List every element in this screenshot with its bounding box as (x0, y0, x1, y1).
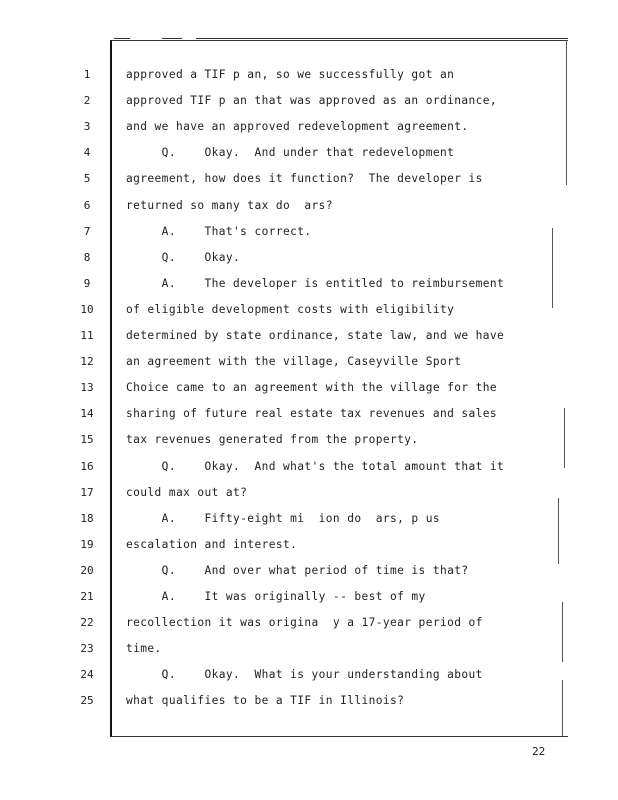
line-text: Q. Okay. (126, 250, 241, 264)
transcript-line (0, 407, 618, 433)
transcript-line (0, 303, 618, 329)
transcript-line (0, 590, 618, 616)
line-text: escalation and interest. (126, 537, 298, 551)
line-text: of eligible development costs with eligibility (126, 302, 455, 316)
line-number: 6 (83, 198, 91, 212)
line-number: 12 (80, 355, 94, 369)
top-mark (114, 38, 130, 39)
line-number: 24 (80, 668, 94, 682)
transcript-line (0, 668, 618, 694)
line-number: 21 (80, 590, 94, 603)
transcript-line (0, 94, 618, 120)
line-number: 15 (80, 433, 94, 447)
transcript-line (0, 433, 618, 459)
line-text: recollection it was origina y a 17-year period of (126, 616, 483, 630)
transcript-line (0, 642, 618, 668)
transcript-line (0, 381, 618, 407)
line-number: 2 (83, 94, 91, 108)
line-number: 18 (80, 511, 94, 525)
line-number: 10 (80, 302, 94, 316)
line-text: returned so many tax do ars? (126, 198, 333, 212)
line-text: and we have an approved redevelopment agreement. (126, 120, 469, 134)
line-text: Q. Okay. What is your understanding about (126, 668, 483, 682)
transcript-line (0, 199, 618, 225)
line-number: 9 (83, 276, 91, 290)
line-text: A. That's correct. (126, 224, 312, 238)
line-text: determined by state ordinance, state law, and we have (126, 329, 505, 342)
line-text: A. Fifty-eight mi ion do ars, p us (126, 511, 440, 525)
line-text: Q. Okay. And under that redevelopment (126, 146, 455, 160)
transcript-line (0, 120, 618, 146)
transcript-line (0, 172, 618, 198)
transcript-line (0, 251, 618, 277)
transcript-line (0, 146, 618, 172)
transcript-line (0, 486, 618, 512)
line-number: 3 (83, 120, 91, 134)
line-text: Q. Okay. And what's the total amount that it (126, 459, 505, 473)
transcript-line (0, 225, 618, 251)
line-text: what qualifies to be a TIF in Illinois? (126, 694, 405, 708)
line-number: 11 (80, 329, 94, 342)
transcript-line (0, 460, 618, 486)
line-number: 22 (80, 616, 94, 630)
transcript-line (0, 68, 618, 94)
line-number: 14 (80, 407, 94, 421)
line-number: 7 (83, 224, 91, 238)
line-text: tax revenues generated from the property. (126, 433, 419, 447)
line-number: 4 (83, 146, 91, 160)
transcript-line (0, 538, 618, 564)
transcript-line (0, 694, 618, 720)
line-text: approved TIF p an that was approved as an ordinance, (126, 94, 498, 108)
line-text: agreement, how does it function? The developer is (126, 172, 483, 186)
transcript-line (0, 512, 618, 538)
line-text: an agreement with the village, Caseyville Sport (126, 355, 462, 369)
page-number: 22 (532, 745, 546, 758)
line-number: 16 (80, 459, 94, 473)
top-mark (162, 38, 182, 39)
line-text: could max out at? (126, 485, 248, 499)
line-number: 23 (80, 642, 94, 656)
line-number: 5 (83, 172, 91, 186)
line-number: 17 (80, 485, 94, 499)
line-number: 20 (80, 563, 94, 577)
line-text: approved a TIF p an, so we successfully got an (126, 68, 455, 81)
line-number: 19 (80, 537, 94, 551)
transcript-line (0, 564, 618, 590)
line-text: Choice came to an agreement with the village for the (126, 381, 498, 395)
line-text: A. The developer is entitled to reimbursement (126, 276, 505, 290)
line-number: 8 (83, 250, 91, 264)
line-number: 25 (80, 694, 94, 708)
line-text: Q. And over what period of time is that? (126, 563, 469, 577)
line-number: 1 (83, 68, 91, 81)
transcript-line (0, 277, 618, 303)
top-mark (196, 38, 568, 39)
line-text: time. (126, 642, 162, 656)
line-number: 13 (80, 381, 94, 395)
transcript-line (0, 616, 618, 642)
line-text: A. It was originally -- best of my (126, 590, 426, 603)
transcript-line (0, 329, 618, 355)
transcript-line (0, 355, 618, 381)
line-text: sharing of future real estate tax revenues and sales (126, 407, 498, 421)
